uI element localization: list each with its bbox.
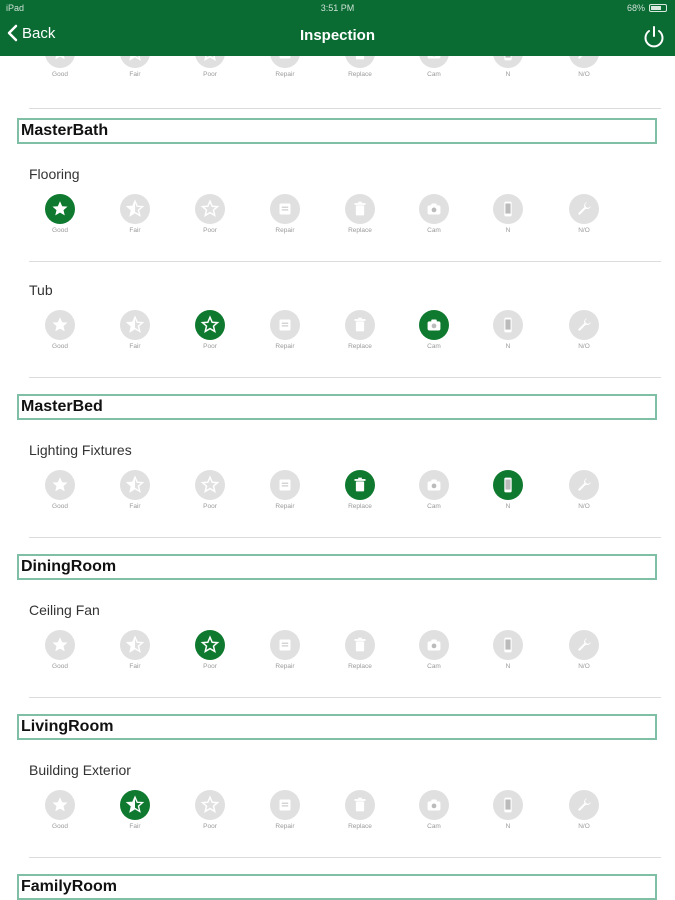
rating-option-fair[interactable] [115,630,155,670]
divider [29,857,661,858]
rating-option-fair[interactable] [115,470,155,510]
trash-icon [345,790,375,820]
battery-percent: 68% [626,3,645,13]
rating-option-cam[interactable] [414,194,454,234]
star-icon [45,470,75,500]
rating-label: Repair [275,227,295,234]
rating-option-n[interactable] [488,194,528,234]
rating-option-poor[interactable] [190,790,230,830]
star-icon [45,56,75,68]
rating-label: Replace [348,503,372,510]
document-icon [270,470,300,500]
room-header-masterbed: MasterBed [17,394,657,420]
rating-option-poor[interactable] [190,56,230,78]
rating-label: Poor [203,227,217,234]
rating-label: Fair [129,823,141,830]
half-star-icon [120,310,150,340]
rating-option-fair[interactable] [115,194,155,234]
navigation-bar [0,22,675,52]
half-star-icon [120,630,150,660]
rating-label: Fair [129,663,141,670]
rating-label: N [505,823,511,830]
rating-option-good[interactable] [40,56,80,78]
rating-option-fair[interactable] [115,56,155,78]
rating-label: Replace [348,227,372,234]
rating-label: Poor [203,71,217,78]
rating-label: Fair [129,503,141,510]
carrier-label: iPad [6,3,25,13]
rating-option-n-o[interactable] [564,630,604,670]
star-icon [45,630,75,660]
back-label: Back [22,24,56,42]
battery-icon [649,4,667,12]
rating-label: Repair [275,823,295,830]
star-outline-icon [195,790,225,820]
phone-icon [493,56,523,68]
half-star-icon [120,470,150,500]
camera-icon [419,56,449,68]
rating-label: Good [52,503,68,510]
rating-option-fair[interactable] [115,790,155,830]
rating-label: N/O [578,343,590,350]
rating-option-replace[interactable] [340,56,380,78]
document-icon [270,790,300,820]
rating-label: Good [52,71,68,78]
rating-option-cam[interactable] [414,790,454,830]
rating-option-cam[interactable] [414,310,454,350]
rating-label: Replace [348,71,372,78]
rating-label: Cam [427,227,441,234]
rating-option-replace[interactable] [340,630,380,670]
document-icon [270,630,300,660]
rating-label: Repair [275,503,295,510]
trash-icon [345,56,375,68]
rating-option-replace[interactable] [340,470,380,510]
rating-option-n-o[interactable] [564,310,604,350]
divider [29,261,661,262]
wrench-icon [569,56,599,68]
room-header-diningroom: DiningRoom [17,554,657,580]
camera-icon [419,470,449,500]
rating-option-n[interactable] [488,56,528,78]
phone-icon [493,194,523,224]
trash-icon [345,630,375,660]
rating-label: N [505,227,511,234]
rating-option-replace[interactable] [340,790,380,830]
rating-label: Good [52,343,68,350]
rating-label: Cam [427,663,441,670]
rating-label: Poor [203,343,217,350]
camera-icon [419,310,449,340]
rating-option-good[interactable] [40,630,80,670]
camera-icon [419,790,449,820]
rating-option-repair[interactable] [265,790,305,830]
trash-icon [345,310,375,340]
rating-option-poor[interactable] [190,194,230,234]
room-header-masterbath: MasterBath [17,118,657,144]
rating-option-good[interactable] [40,470,80,510]
rating-label: Poor [203,503,217,510]
rating-label: N/O [578,663,590,670]
half-star-icon [120,56,150,68]
rating-option-n-o[interactable] [564,470,604,510]
rating-option-n[interactable] [488,310,528,350]
rating-label: N/O [578,823,590,830]
document-icon [270,194,300,224]
camera-icon [419,194,449,224]
rating-label: Cam [427,343,441,350]
rating-label: Repair [275,663,295,670]
rating-label: Fair [129,343,141,350]
rating-label: Cam [427,71,441,78]
rating-option-replace[interactable] [340,194,380,234]
rating-label: Repair [275,71,295,78]
rating-option-repair[interactable] [265,470,305,510]
rating-option-n-o[interactable] [564,194,604,234]
rating-option-repair[interactable] [265,310,305,350]
item-title-flooring: Flooring [29,166,80,182]
rating-label: Poor [203,823,217,830]
inspection-list[interactable] [0,56,675,900]
room-header-livingroom: LivingRoom [17,714,657,740]
half-star-icon [120,790,150,820]
star-outline-icon [195,310,225,340]
trash-icon [345,470,375,500]
star-outline-icon [195,194,225,224]
rating-label: Fair [129,227,141,234]
rating-option-repair[interactable] [265,630,305,670]
rating-label: N [505,343,511,350]
phone-icon [493,630,523,660]
room-header-familyroom: FamilyRoom [17,874,657,900]
rating-label: Replace [348,663,372,670]
camera-icon [419,630,449,660]
rating-option-fair[interactable] [115,310,155,350]
wrench-icon [569,470,599,500]
rating-label: N/O [578,227,590,234]
rating-option-poor[interactable] [190,630,230,670]
rating-option-cam[interactable] [414,630,454,670]
item-title-ceiling-fan: Ceiling Fan [29,602,100,618]
item-title-building-exterior: Building Exterior [29,762,131,778]
divider [29,377,661,378]
battery-indicator [627,3,667,13]
half-star-icon [120,194,150,224]
rating-label: Good [52,227,68,234]
rating-option-n[interactable] [488,630,528,670]
rating-label: Poor [203,663,217,670]
rating-option-repair[interactable] [265,194,305,234]
rating-option-good[interactable] [40,310,80,350]
star-outline-icon [195,56,225,68]
status-bar [0,3,675,15]
trash-icon [345,194,375,224]
rating-label: Good [52,663,68,670]
rating-label: Cam [427,823,441,830]
star-icon [45,310,75,340]
item-title-lighting-fixtures: Lighting Fixtures [29,442,132,458]
star-outline-icon [195,630,225,660]
rating-option-cam[interactable] [414,470,454,510]
rating-option-good[interactable] [40,790,80,830]
rating-option-poor[interactable] [190,310,230,350]
rating-label: Repair [275,343,295,350]
rating-option-n-o[interactable] [564,790,604,830]
rating-option-poor[interactable] [190,470,230,510]
rating-option-n[interactable] [488,470,528,510]
phone-icon [493,310,523,340]
page-title: Inspection [299,27,375,44]
phone-icon [493,790,523,820]
wrench-icon [569,790,599,820]
divider [29,108,661,109]
rating-option-n[interactable] [488,790,528,830]
star-icon [45,790,75,820]
document-icon [270,310,300,340]
rating-option-n-o[interactable] [564,56,604,78]
rating-label: N [505,663,511,670]
rating-label: N [505,503,511,510]
wrench-icon [569,630,599,660]
status-time: 3:51 PM [320,3,355,13]
rating-label: Cam [427,503,441,510]
rating-label: Replace [348,823,372,830]
rating-label: Replace [348,343,372,350]
rating-label: N/O [578,503,590,510]
wrench-icon [569,194,599,224]
power-icon[interactable] [641,24,667,50]
rating-label: N/O [578,71,590,78]
rating-option-good[interactable] [40,194,80,234]
star-icon [45,194,75,224]
rating-label: Good [52,823,68,830]
item-title-tub: Tub [29,282,53,298]
rating-label: Fair [129,71,141,78]
rating-option-replace[interactable] [340,310,380,350]
star-outline-icon [195,470,225,500]
top-bar [0,0,675,56]
divider [29,537,661,538]
phone-icon [493,470,523,500]
wrench-icon [569,310,599,340]
rating-option-cam[interactable] [414,56,454,78]
rating-label: N [505,71,511,78]
divider [29,697,661,698]
document-icon [270,56,300,68]
rating-option-repair[interactable] [265,56,305,78]
